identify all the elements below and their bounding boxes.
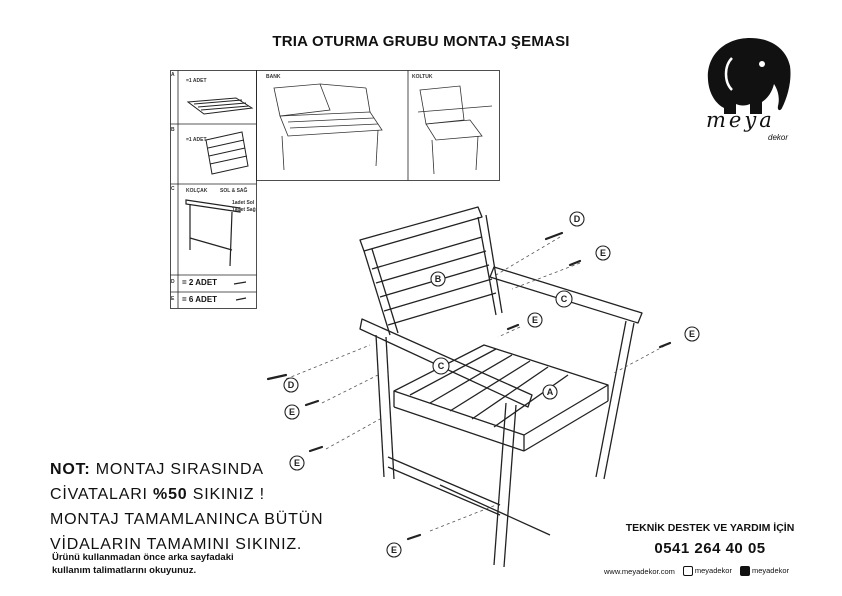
usage-line2: kullanım talimatlarını okuyunuz. bbox=[52, 565, 197, 576]
note-line2a: CİVATALARI bbox=[50, 486, 154, 503]
callout-d-left: D bbox=[287, 380, 295, 390]
callout-b: B bbox=[434, 274, 442, 284]
support-block bbox=[600, 522, 820, 557]
facebook-handle: meyadekor bbox=[751, 566, 790, 575]
brand-sub: dekor bbox=[768, 133, 789, 142]
row-d-qty: = 2 ADET bbox=[182, 278, 218, 287]
row-a-qty: =1 ADET bbox=[186, 78, 207, 84]
note-prefix: NOT: bbox=[50, 461, 91, 478]
row-e-label: E bbox=[171, 296, 175, 302]
callout-e-mid: E bbox=[531, 315, 539, 325]
website-link[interactable]: www.meyadekor.com bbox=[604, 566, 675, 576]
callout-d-top: D bbox=[573, 214, 581, 224]
note-line1: MONTAJ SIRASINDA bbox=[95, 461, 264, 478]
note-line4: VİDALARIN TAMAMINI SIKINIZ. bbox=[50, 536, 303, 553]
instagram-icon bbox=[683, 566, 693, 576]
row-c-sag: 1adet Sağ bbox=[232, 207, 256, 213]
row-c-side: SOL & SAĞ bbox=[220, 188, 248, 194]
bank-label: BANK bbox=[266, 74, 281, 80]
note-line3: MONTAJ TAMAMLANINCA BÜTÜN bbox=[50, 511, 324, 528]
row-e-qty: = 6 ADET bbox=[182, 295, 218, 304]
facebook-icon bbox=[740, 566, 750, 576]
callout-c-left: C bbox=[437, 361, 445, 371]
callout-e-bottom: E bbox=[390, 545, 398, 555]
page-title: TRIA OTURMA GRUBU MONTAJ ŞEMASI bbox=[272, 33, 570, 50]
assembly-note bbox=[50, 457, 410, 557]
usage-note bbox=[52, 551, 234, 577]
koltuk-label: KOLTUK bbox=[412, 74, 433, 80]
callout-e-top: E bbox=[599, 248, 607, 258]
row-d-label: D bbox=[171, 279, 175, 285]
instagram-handle: meyadekor bbox=[694, 566, 732, 575]
row-a-label: A bbox=[171, 72, 175, 78]
support-phone: 0541 264 40 05 bbox=[654, 540, 766, 557]
note-line2c: SIKINIZ ! bbox=[187, 486, 265, 503]
callout-a: A bbox=[546, 387, 554, 397]
callout-e-left1: E bbox=[288, 407, 296, 417]
row-b-label: B bbox=[171, 127, 175, 133]
brand-name: meya bbox=[706, 108, 775, 132]
row-c-name: KOLÇAK bbox=[186, 188, 208, 194]
callout-e-left2: E bbox=[293, 458, 301, 468]
facebook-link[interactable] bbox=[740, 566, 789, 576]
row-b-qty: =1 ADET bbox=[186, 137, 207, 143]
note-line2b: %50 bbox=[153, 486, 188, 503]
row-c-label: C bbox=[171, 186, 175, 192]
social-links bbox=[604, 566, 818, 576]
support-heading: TEKNİK DESTEK VE YARDIM İÇİN bbox=[625, 522, 795, 534]
usage-line1: Ürünü kullanmadan önce arka sayfadaki bbox=[52, 552, 234, 563]
callout-c-right: C bbox=[560, 294, 568, 304]
row-c-sol: 1adet Sol bbox=[232, 200, 255, 206]
callout-e-right: E bbox=[688, 329, 696, 339]
instagram-link[interactable] bbox=[683, 566, 732, 576]
